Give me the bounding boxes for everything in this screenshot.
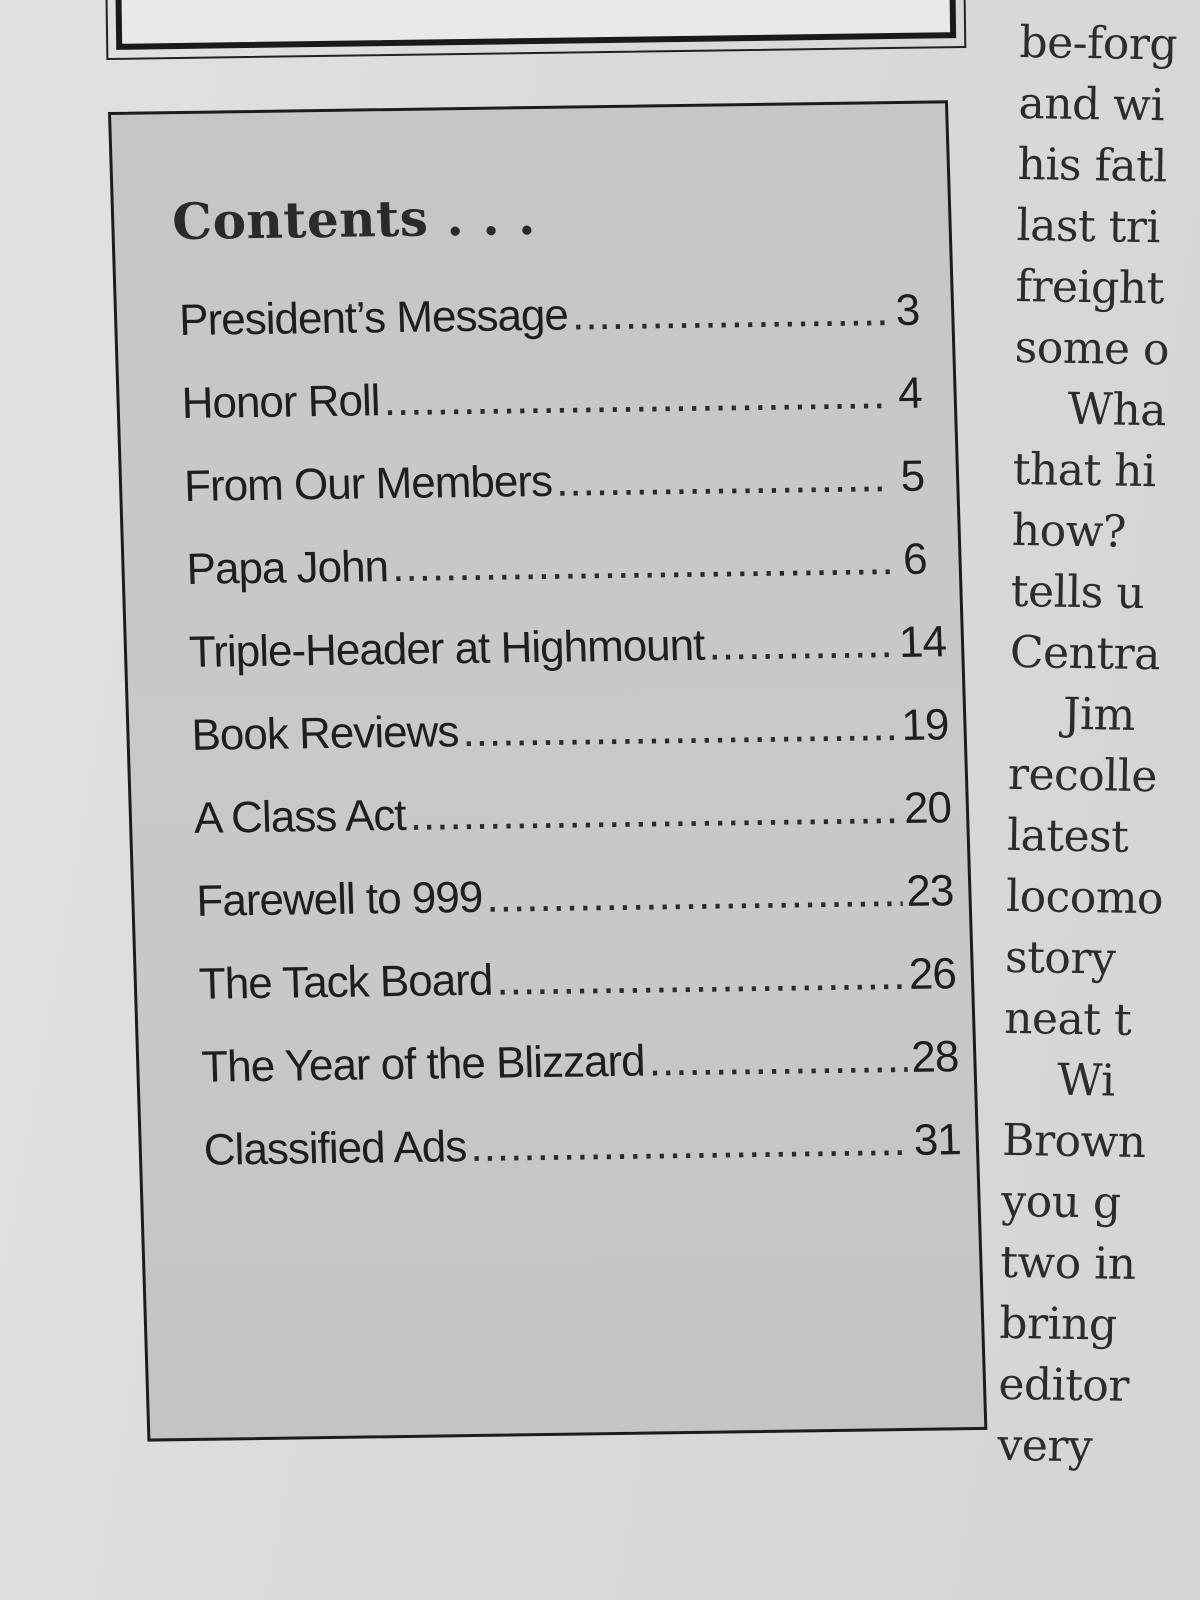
body-text-line: very [997, 1419, 1093, 1473]
body-text-line: neat t [1003, 992, 1132, 1046]
contents-box [108, 100, 987, 1441]
toc-entry-title: Classified Ads [203, 1122, 467, 1175]
toc-entry[interactable] [198, 949, 957, 1042]
body-text-line: and wi [1018, 77, 1165, 132]
body-text-line: recolle [1007, 748, 1158, 803]
body-text-line: last tri [1016, 199, 1161, 254]
toc-entry[interactable] [193, 783, 952, 877]
body-text-line: story [1004, 931, 1116, 985]
top-framed-box-inner [115, 0, 956, 50]
toc-entry-title: Triple-Header at Highmount [188, 620, 706, 677]
top-framed-box [105, 0, 966, 60]
body-text-line: be-forg [1019, 16, 1178, 71]
body-text-column [997, 12, 1200, 1479]
toc-entry-page: 3 [894, 285, 920, 336]
toc-leader-dots [409, 784, 901, 841]
toc-entry[interactable] [186, 535, 928, 628]
toc-leader-dots [496, 950, 906, 1006]
toc-entry-title: The Year of the Blizzard [200, 1036, 646, 1092]
toc-entry-page: 20 [903, 783, 952, 833]
toc-entry-title: The Tack Board [198, 955, 493, 1009]
body-text-line: Wi [1002, 1053, 1116, 1107]
body-text-line: bring [998, 1297, 1118, 1351]
toc-entry[interactable] [190, 700, 950, 794]
toc-entry[interactable] [181, 369, 923, 462]
body-text-line: Wha [1013, 382, 1167, 437]
body-text-line: latest [1006, 809, 1129, 863]
toc-entry-title: Honor Roll [180, 376, 381, 428]
toc-entry[interactable] [195, 866, 955, 960]
toc-entry[interactable] [200, 1032, 959, 1125]
toc-entry-title: Book Reviews [190, 707, 460, 760]
toc-list [178, 285, 962, 1209]
body-text-line: editor [998, 1358, 1130, 1412]
toc-leader-dots [708, 618, 896, 671]
body-text-line: freight [1015, 260, 1165, 315]
toc-entry[interactable] [178, 286, 920, 379]
toc-entry-title: Farewell to 999 [195, 872, 483, 926]
body-text-line: locomo [1005, 870, 1164, 925]
toc-leader-dots [462, 701, 899, 757]
toc-entry-page: 31 [913, 1115, 962, 1165]
body-text-line: you g [1000, 1175, 1122, 1229]
toc-leader-dots [571, 286, 886, 340]
toc-entry-title: A Class Act [193, 790, 407, 843]
body-text-line: some o [1014, 321, 1170, 376]
toc-entry-page: 4 [897, 368, 923, 418]
toc-entry-page: 26 [908, 949, 957, 999]
toc-leader-dots [486, 867, 904, 923]
toc-entry-page: 5 [899, 451, 925, 501]
toc-entry-page: 19 [900, 700, 950, 750]
toc-leader-dots [555, 452, 891, 507]
toc-entry-title: From Our Members [183, 456, 553, 511]
toc-leader-dots [469, 1116, 910, 1172]
toc-leader-dots [648, 1033, 908, 1087]
body-text-line: Brown [1001, 1114, 1147, 1169]
contents-heading: Contents . . . [171, 187, 537, 252]
body-text-line: Centra [1009, 626, 1161, 681]
body-text-line: tells u [1010, 565, 1145, 620]
toc-leader-dots [391, 535, 893, 592]
body-text-line: two in [999, 1236, 1136, 1290]
body-text-line: how? [1011, 504, 1127, 558]
body-text-line: Jim [1008, 687, 1136, 741]
toc-entry-page: 23 [905, 866, 955, 916]
body-text-line: his fatl [1017, 138, 1168, 193]
toc-entry-page: 28 [910, 1032, 959, 1082]
body-text-line: that hi [1012, 443, 1157, 498]
toc-leader-dots [383, 369, 889, 426]
toc-entry[interactable] [203, 1115, 962, 1208]
toc-entry-title: President’s Message [178, 290, 569, 346]
toc-entry-title: Papa John [185, 542, 389, 594]
toc-entry[interactable] [188, 617, 947, 711]
toc-entry[interactable] [183, 452, 925, 545]
toc-entry-page: 14 [898, 617, 947, 667]
toc-entry-page: 6 [902, 534, 928, 584]
